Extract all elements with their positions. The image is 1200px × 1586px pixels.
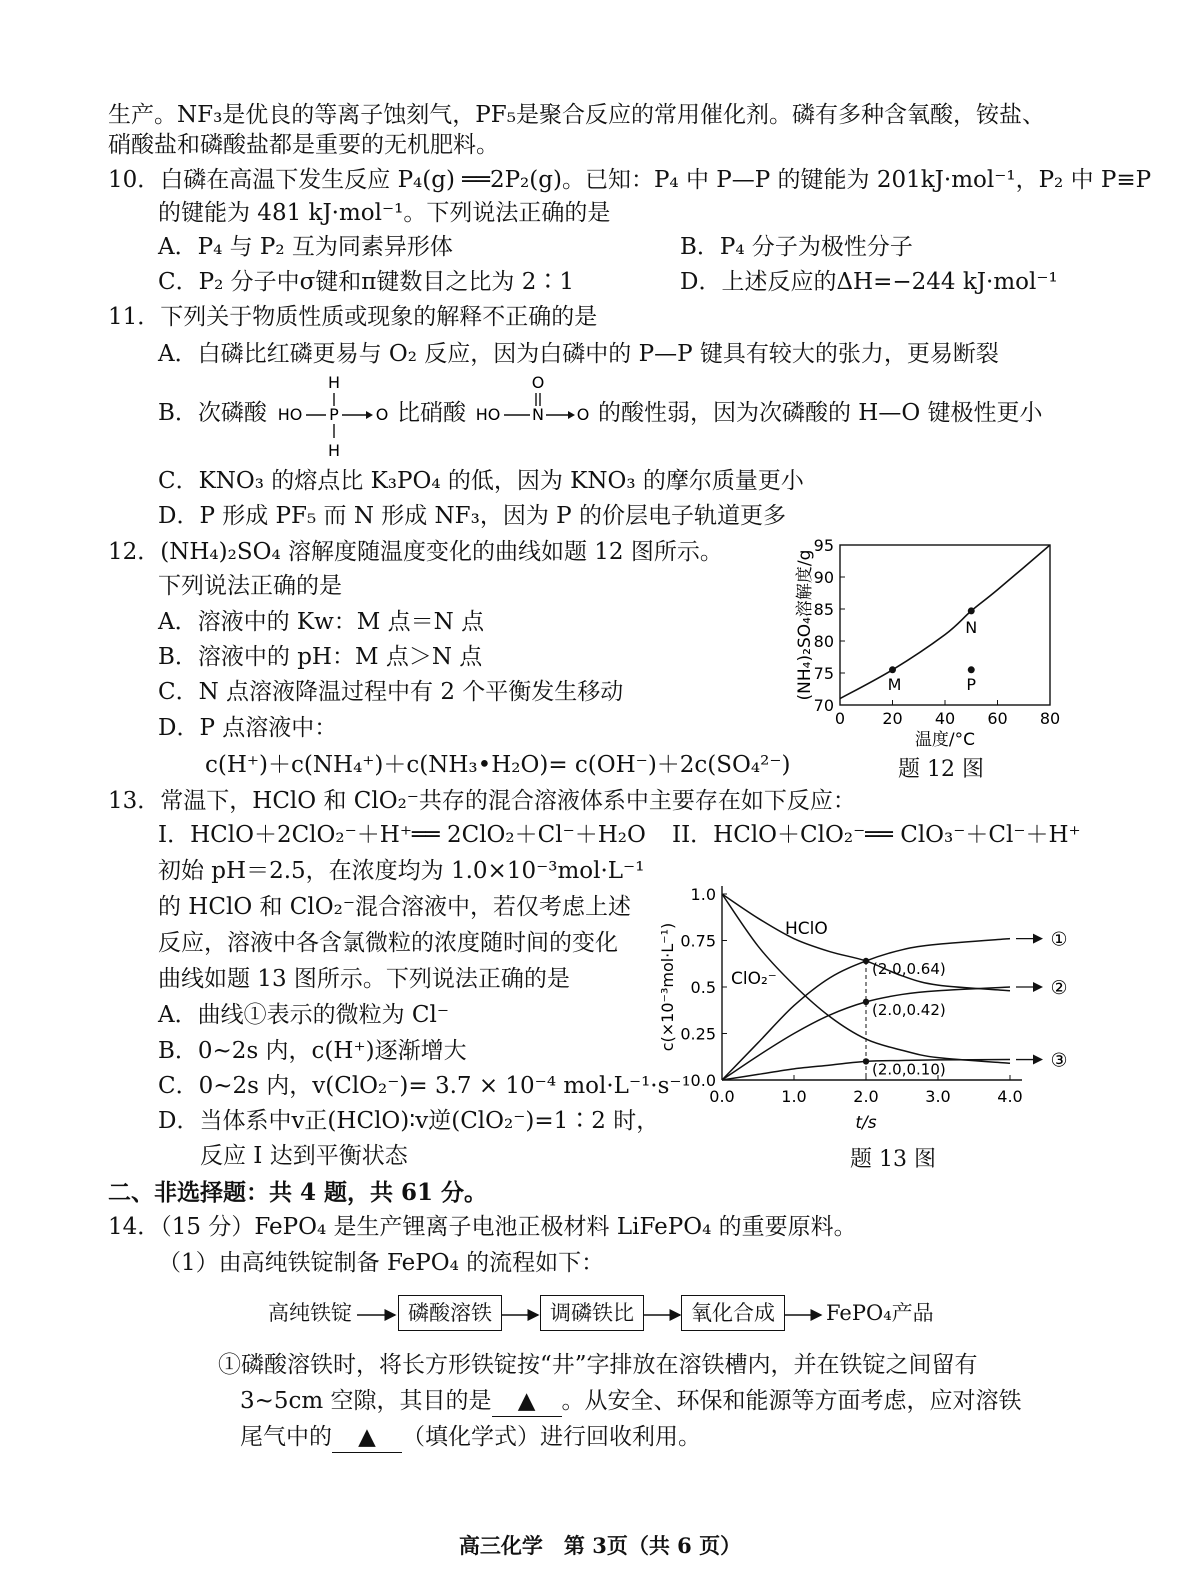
point-label-M: M (887, 674, 902, 694)
y-tick-label-3: 85 (813, 600, 834, 619)
q14-part1-line3-pre: 尾气中的 (240, 1424, 332, 1450)
q10-option-c: C．P₂ 分子中σ键和π键数目之比为 2∶1 (158, 269, 574, 295)
flow-box-oxidize: 氧化合成 (681, 1295, 785, 1331)
x-tick-label-2: 40 (934, 709, 956, 728)
annotation-point-0 (863, 958, 869, 964)
q11-option-a: A．白磷比红磷更易与 O₂ 反应，因为白磷中的 P—P 键具有较大的张力，更易断裂 (158, 341, 999, 367)
q11-option-b-post: 的酸性弱，因为次磷酸的 H—O 键极性更小 (598, 400, 1043, 426)
arrow-head-2 (1033, 1055, 1043, 1065)
point-M (889, 666, 896, 673)
arrow-head-1 (1033, 982, 1043, 992)
q12-caption: 题 12 图 (898, 757, 984, 782)
arrow-head-0 (1033, 934, 1043, 944)
q12-stem-1: 12．(NH₄)₂SO₄ 溶解度随温度变化的曲线如题 12 图所示。 (108, 539, 723, 565)
y-tick-label-5: 95 (813, 536, 834, 555)
q12-option-d-equation: c(H⁺)＋c(NH₄⁺)＋c(NH₃•H₂O)= c(OH⁻)＋2c(SO₄²⁻) (205, 752, 791, 778)
q13-body-2: 的 HClO 和 ClO₂⁻混合溶液中，若仅考虑上述 (158, 894, 631, 920)
y-axis-label: c(×10⁻³mol·L⁻¹) (658, 922, 677, 1052)
q13-option-d: D．当体系中v正(HClO)∶v逆(ClO₂⁻)=1∶2 时， (158, 1108, 660, 1134)
x-axis-label: 温度/°C (914, 730, 976, 750)
struct1-bottom: H (327, 441, 341, 460)
curve-marker-2: ③ (1050, 1049, 1068, 1072)
q12-option-d: D．P 点溶液中： (158, 715, 338, 741)
q14-part1-line2-pre: 3~5cm 空隙，其目的是 (240, 1388, 492, 1414)
struct1-top: H (327, 373, 341, 392)
q10-option-a: A．P₄ 与 P₂ 互为同素异形体 (158, 234, 453, 260)
q11-option-b-pre: B．次磷酸 (158, 400, 267, 426)
q13-body-4: 曲线如题 13 图所示。下列说法正确的是 (158, 966, 570, 992)
struct1-center: P (329, 405, 339, 424)
hypophosphorous-acid-structure (272, 370, 392, 462)
q12-stem-2: 下列说法正确的是 (158, 573, 342, 599)
q13-body-3: 反应，溶液中各含氯微粒的浓度随时间的变化 (158, 930, 618, 956)
series-label-clo2: ClO₂⁻ (731, 969, 777, 989)
y-tick-label-1: 75 (813, 664, 834, 683)
q13-stem: 13．常温下，HClO 和 ClO₂⁻共存的混合溶液体系中主要存在如下反应： (108, 788, 856, 814)
q13-reaction-2: II．HClO＋ClO₂⁻══ ClO₃⁻＋Cl⁻＋H⁺ (672, 822, 1081, 848)
x-tick-label-0: 0.0 (709, 1087, 735, 1106)
q14-stem: 14．（15 分）FePO₄ 是生产锂离子电池正极材料 LiFePO₄ 的重要原料。 (108, 1214, 857, 1240)
point-N (968, 607, 975, 614)
x-tick-label-0: 0 (834, 709, 846, 728)
x-tick-label-1: 20 (882, 709, 903, 728)
q10-option-b: B．P₄ 分子为极性分子 (680, 234, 913, 260)
annotation-label-1: (2.0,0.42) (872, 1000, 946, 1019)
y-tick-label-4: 90 (813, 568, 834, 587)
x-tick-label-4: 4.0 (997, 1087, 1023, 1106)
intro-line-2: 硝酸盐和磷酸盐都是重要的无机肥料。 (108, 132, 499, 158)
concentration-time-chart (655, 860, 1090, 1140)
q14-sub1: （1）由高纯铁锭制备 FePO₄ 的流程如下： (158, 1250, 605, 1276)
q12-option-b: B．溶液中的 pH：M 点＞N 点 (158, 644, 483, 670)
curve-marker-1: ② (1050, 977, 1068, 999)
struct1-left: HO (277, 405, 303, 424)
q13-option-a: A．曲线①表示的微粒为 Cl⁻ (158, 1002, 450, 1028)
q14-part1-line1: ①磷酸溶铁时，将长方形铁锭按“井”字排放在溶铁槽内，并在铁锭之间留有 (218, 1352, 978, 1378)
x-tick-label-3: 60 (987, 709, 1008, 728)
curve-marker-0: ① (1050, 928, 1068, 951)
flow-box-adjust: 调磷铁比 (540, 1295, 644, 1331)
x-tick-label-4: 80 (1039, 709, 1061, 728)
point-label-N: N (965, 617, 978, 637)
y-tick-label-0: 0.0 (690, 1071, 716, 1090)
q13-caption: 题 13 图 (850, 1147, 936, 1172)
q14-part1-line2 (240, 1386, 1022, 1417)
solubility-curve (840, 545, 1050, 699)
x-tick-label-1: 1.0 (781, 1087, 807, 1106)
q13-option-d-cont: 反应 I 达到平衡状态 (200, 1143, 408, 1169)
answer-blank-1[interactable]: ▲ (492, 1386, 562, 1417)
x-axis-label: t/s (855, 1113, 877, 1133)
struct2-left: HO (475, 405, 501, 424)
struct2-top: O (531, 373, 545, 392)
intro-line-1: 生产。NF₃是优良的等离子蚀刻气，PF₅是聚合反应的常用催化剂。磷有多种含氧酸，铵盐、 (108, 102, 1045, 128)
q10-stem-2: 的键能为 481 kJ·mol⁻¹。下列说法正确的是 (158, 200, 611, 226)
q11-option-d: D．P 形成 PF₅ 而 N 形成 NF₃，因为 P 的价层电子轨道更多 (158, 503, 786, 529)
q13-option-b: B．0~2s 内，c(H⁺)逐渐增大 (158, 1038, 467, 1064)
q12-option-c: C．N 点溶液降温过程中有 2 个平衡发生移动 (158, 679, 624, 705)
q13-option-c: C．0~2s 内，v(ClO₂⁻)= 3.7 × 10⁻⁴ mol·L⁻¹·s⁻¹ (158, 1073, 691, 1099)
y-tick-label-1: 0.25 (680, 1024, 716, 1044)
struct2-right: O (576, 405, 590, 424)
series-label-hclo: HClO (785, 919, 828, 939)
flow-end-label: FePO₄产品 (826, 1301, 934, 1325)
x-tick-label-3: 3.0 (925, 1087, 951, 1106)
q13-reaction-1: I．HClO＋2ClO₂⁻＋H⁺══ 2ClO₂＋Cl⁻＋H₂O (158, 822, 646, 848)
q14-part1-line3 (240, 1422, 701, 1453)
q10-stem-1: 10．白磷在高温下发生反应 P₄(g) ══2P₂(g)。已知：P₄ 中 P—P 的键能为 201kJ·mol⁻¹，P₂ 中 P≡P (108, 167, 1152, 193)
point-P (968, 666, 975, 673)
struct1-right: O (375, 405, 389, 424)
point-label-P: P (966, 674, 977, 694)
flow-start-label: 高纯铁锭 (268, 1301, 352, 1325)
q12-option-a: A．溶液中的 Kw：M 点＝N 点 (158, 609, 485, 635)
annotation-point-1 (863, 999, 869, 1005)
solubility-chart (780, 535, 1080, 750)
annotation-label-0: (2.0,0.64) (872, 959, 946, 978)
q11-option-c: C．KNO₃ 的熔点比 K₃PO₄ 的低，因为 KNO₃ 的摩尔质量更小 (158, 468, 804, 494)
q13-body-1: 初始 pH＝2.5，在浓度均为 1.0×10⁻³mol·L⁻¹ (158, 858, 645, 884)
struct2-center: N (532, 405, 544, 424)
annotation-point-2 (863, 1058, 869, 1064)
annotation-label-2: (2.0,0.10) (872, 1060, 946, 1079)
y-tick-label-3: 0.75 (680, 931, 716, 951)
nitric-acid-structure (470, 370, 592, 430)
y-tick-label-2: 80 (813, 632, 834, 651)
q14-part1-line3-post: （填化学式）进行回收利用。 (402, 1424, 701, 1450)
y-tick-label-4: 1.0 (690, 885, 716, 904)
flow-box-dissolve: 磷酸溶铁 (398, 1295, 502, 1331)
q10-option-d: D．上述反应的ΔH=−244 kJ·mol⁻¹ (680, 269, 1058, 295)
q11-option-b-mid: 比硝酸 (397, 400, 466, 426)
q11-stem: 11．下列关于物质性质或现象的解释不正确的是 (108, 304, 598, 330)
section-2-heading: 二、非选择题：共 4 题，共 61 分。 (108, 1179, 488, 1206)
answer-blank-2[interactable]: ▲ (332, 1422, 402, 1453)
y-tick-label-0: 70 (813, 696, 834, 715)
x-tick-label-2: 2.0 (853, 1087, 879, 1106)
y-tick-label-2: 0.5 (690, 978, 716, 997)
page-footer: 高三化学 第 3页（共 6 页） (458, 1533, 742, 1558)
q14-part1-line2-post: 。从安全、环保和能源等方面考虑，应对溶铁 (561, 1388, 1022, 1414)
y-axis-label: (NH₄)₂SO₄溶解度/g (795, 549, 815, 701)
